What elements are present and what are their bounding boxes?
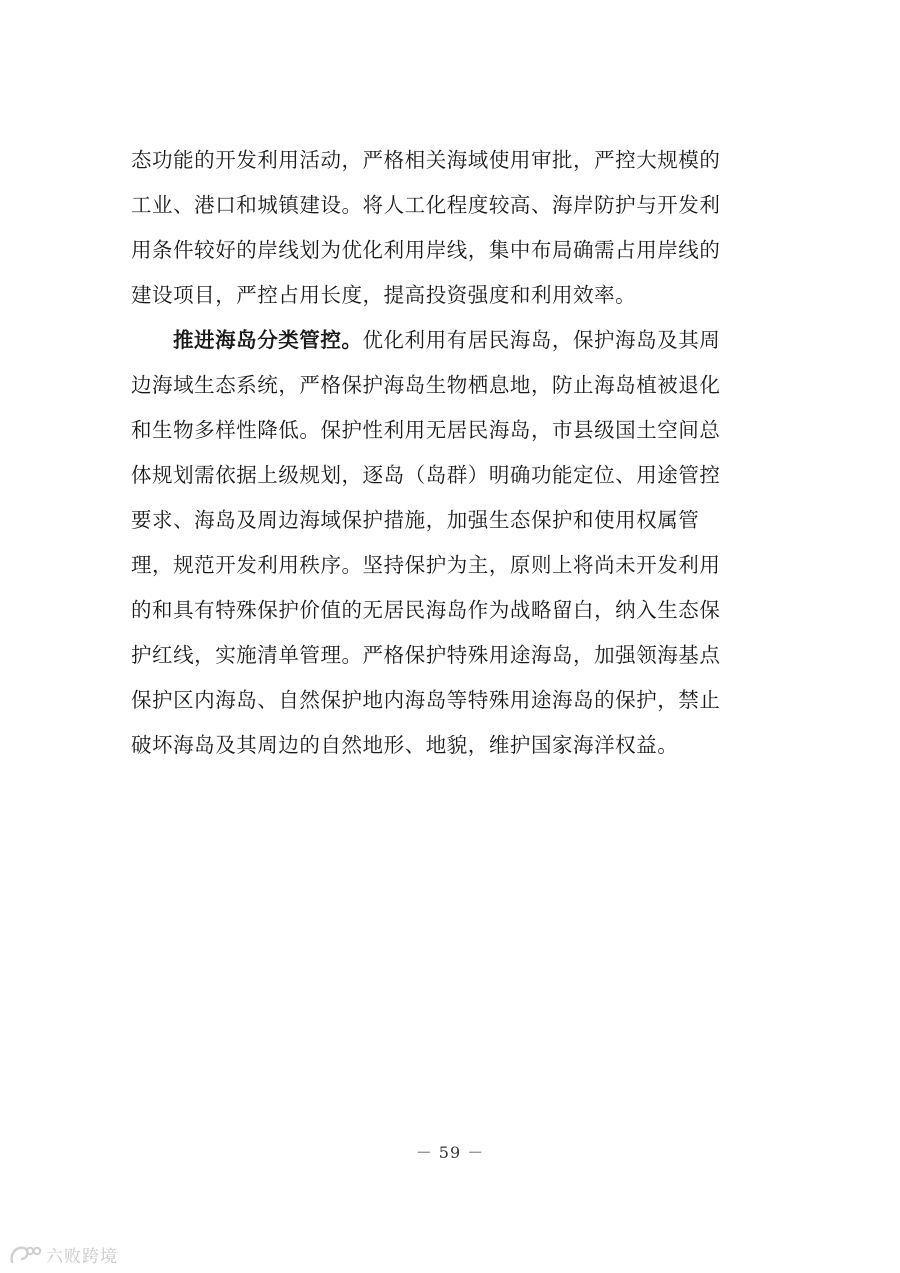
- paragraph-2-line-2: 边海域生态系统，严格保护海岛生物栖息地，防止海岛植被退化: [131, 373, 721, 397]
- paragraph-2-line-7: 的和具有特殊保护价值的无居民海岛作为战略留白，纳入生态保: [131, 598, 721, 622]
- paragraph-2-line-6: 理，规范开发利用秩序。坚持保护为主，原则上将尚未开发利用: [131, 553, 721, 577]
- paragraph-1-line-2: 工业、港口和城镇建设。将人工化程度较高、海岸防护与开发利: [131, 193, 721, 217]
- paragraph-2-first-line-rest: 优化利用有居民海岛，保护海岛及其周: [362, 328, 721, 352]
- logo-icon: [8, 1242, 42, 1266]
- paragraph-2-line-8: 护红线，实施清单管理。严格保护特殊用途海岛，加强领海基点: [131, 643, 721, 667]
- paragraph-2-line-4: 体规划需依据上级规划，逐岛（岛群）明确功能定位、用途管控: [131, 463, 721, 487]
- paragraph-2-line-3: 和生物多样性降低。保护性利用无居民海岛，市县级国土空间总: [131, 418, 721, 442]
- paragraph-2-line-5: 要求、海岛及周边海域保护措施，加强生态保护和使用权属管: [131, 508, 700, 532]
- paragraph-1-line-3: 用条件较好的岸线划为优化利用岸线，集中布局确需占用岸线的: [131, 238, 721, 262]
- paragraph-2-line-9: 保护区内海岛、自然保护地内海岛等特殊用途海岛的保护，禁止: [131, 688, 721, 712]
- body-text: [131, 138, 771, 768]
- paragraph-1-line-4: 建设项目，严控占用长度，提高投资强度和利用效率。: [131, 283, 637, 307]
- watermark: [8, 1240, 118, 1268]
- watermark-text: 六败跨境: [46, 1246, 118, 1267]
- paragraph-2-line-1: [131, 318, 771, 363]
- paragraph-2-line-10: 破坏海岛及其周边的自然地形、地貌，维护国家海洋权益。: [131, 733, 679, 757]
- paragraph-1-line-1: 态功能的开发利用活动，严格相关海域使用审批，严控大规模的: [131, 148, 721, 172]
- paragraph-2-heading: 推进海岛分类管控。: [173, 328, 363, 352]
- page-number: － 59 －: [415, 1143, 485, 1162]
